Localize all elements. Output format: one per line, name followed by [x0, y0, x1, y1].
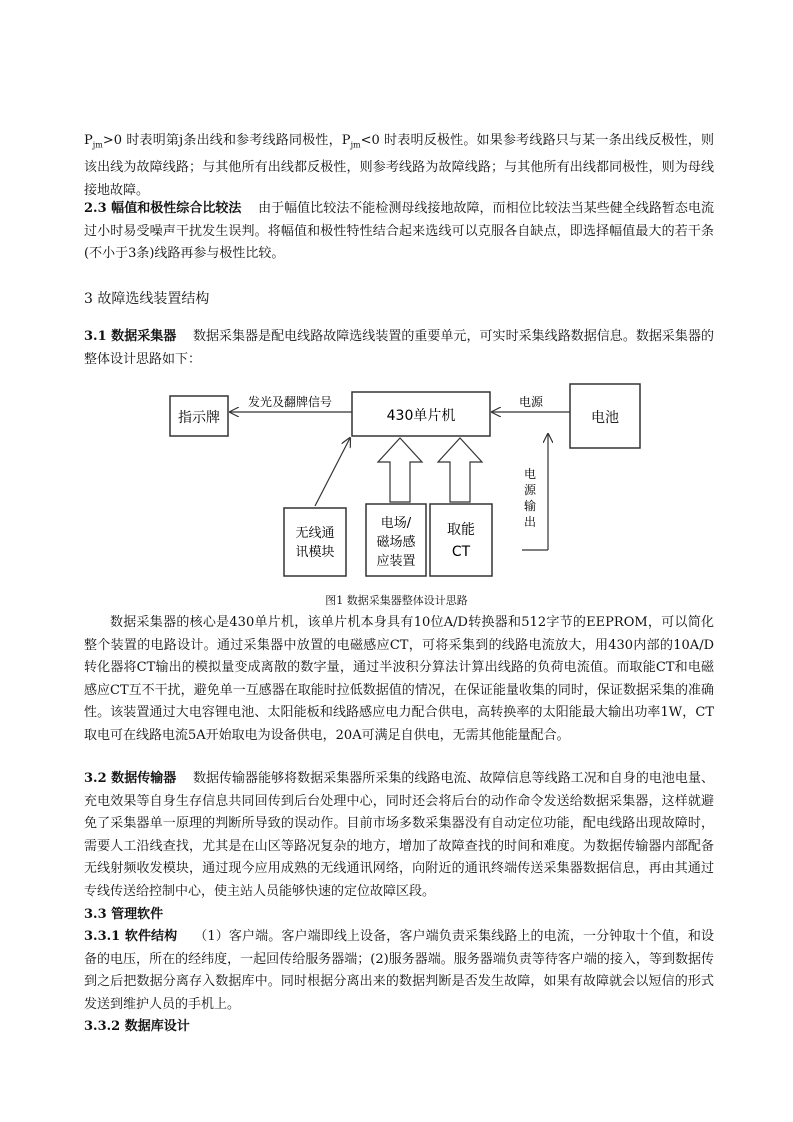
section-heading: 3.1 数据采集器	[84, 329, 177, 344]
subscript-jm: jm	[92, 140, 103, 150]
section-3-3-heading: 3.3 管理软件	[84, 907, 164, 922]
section-2-3	[84, 198, 714, 266]
text-p: >0 时表明第j条出线和参考线路同极性，P	[102, 133, 351, 148]
power-label: 电源	[518, 395, 544, 409]
figure-1-diagram	[160, 374, 652, 586]
text-p: P	[84, 133, 93, 148]
section-body: 数据传输器能够将数据采集器所采集的线路电流、故障信息等线路工况和自身的电池电量、充电效果等自身生存信息共同回传到后台处理中心，同时还会将后台的动作命令发送给数据采集器，这样就避免了采集器单一原理的判断所导致的误动作。目前市场多数采集器没有自动定位功能，配电线路出现故障时，需要人工沿线查找，尤其是在山区等路况复杂的地方，增加了故障查找的时间和难度。为数据传输器内部配备无线射频收发模块，通过现今应用成熟的无线通讯网络，向附近的通讯终端传送采集器数据信息，再由其通过专线传送给控制中心，使主站人员能够快速的定位故障区段。	[84, 771, 714, 899]
section-heading: 3.2 数据传输器	[84, 771, 177, 786]
battery-label: 电池	[591, 410, 619, 426]
section-heading: 3.3.1 软件结构	[84, 929, 178, 944]
sensor-label: 应装置	[376, 554, 416, 569]
ct-label: CT	[451, 544, 471, 560]
figure-caption: 图1 数据采集器整体设计思路	[325, 594, 468, 607]
section-3-3-2-heading: 3.3.2 数据库设计	[84, 1019, 190, 1034]
section-3-heading: 3 故障选线装置结构	[84, 291, 210, 307]
section-3-1	[84, 326, 714, 371]
wireless-box	[284, 508, 346, 576]
ct-box	[430, 504, 492, 576]
wireless-link	[315, 438, 350, 506]
paragraph-polarity	[84, 130, 714, 202]
subscript-jm: jm	[350, 140, 361, 150]
paragraph-core: 数据采集器的核心是430单片机，该单片机本身具有10位A/D转换器和512字节的EEPROM，可以简化整个装置的电路设计。通过采集器中放置的电磁感应CT，可将采集到的线路电流放大，用430内部的10A/D转化器将CT输出的模拟量变成离散的数字量，通过半波积分算法计算出线路的负荷电流值。而取能CT和电磁感应CT互不干扰，避免单一互感器在取能时拉低数据值的情况，在保证能量收集的同时，保证数据采集的准确性。该装置通过大电容锂电池、太阳能板和线路感应电力配合供电，高转换率的太阳能最大输出功率1W，CT取电可在线路电流5A开始取电为设备供电，20A可满足自供电，无需其他能量配合。	[84, 615, 714, 743]
section-body: 由于幅值比较法不能检测母线接地故障，而相位比较法当某些健全线路暂态电流过小时易受噪声干扰发生误判。将幅值和极性特性结合起来选线可以克服各自缺点，即选择幅值最大的若干条(不小于3条)线路再参与极性比较。	[84, 201, 714, 262]
section-heading: 2.3 幅值和极性综合比较法	[84, 201, 242, 216]
signal-label: 发光及翻牌信号	[247, 395, 333, 409]
sensor-arrow	[378, 438, 422, 502]
ct-label: 取能	[447, 522, 475, 538]
wireless-label: 讯模块	[295, 545, 335, 560]
power-output-char: 出	[523, 515, 537, 529]
sensor-label: 磁场感	[376, 535, 416, 550]
indicator-label: 指示牌	[178, 410, 220, 426]
section-3-3-1	[84, 926, 714, 1016]
power-output-char: 输	[523, 499, 537, 513]
section-body: （1）客户端。客户端即线上设备，客户端负责采集线路上的电流，一分钟取十个值，和设备的电压，所在的经纬度，一起回传给服务器端；(2)服务器端。服务器端负责等待客户端的接入，等到数据传到之后把数据分离存入数据库中。同时根据分离出来的数据判断是否发生故障，如果有故障就会以短信的形式发送到维护人员的手机上。	[84, 929, 715, 1012]
power-output-char: 源	[523, 483, 537, 497]
section-body: 数据采集器是配电线路故障选线装置的重要单元，可实时采集线路数据信息。数据采集器的整体设计思路如下：	[84, 329, 714, 367]
wireless-label: 无线通	[295, 526, 335, 541]
ct-arrow	[438, 438, 482, 502]
section-3-2	[84, 768, 714, 904]
power-output-char: 电	[523, 467, 537, 481]
sensor-label: 电场/	[380, 516, 412, 531]
text-p: <0 时表明反极性。如果参考线路只与某一条出线反极性，则该出线为故障线路；与其他所有出线都反极性，则参考线路为故障线路；与其他所有出线都同极性，则为母线接地故障。	[84, 133, 715, 198]
mcu-label: 430单片机	[386, 408, 456, 424]
